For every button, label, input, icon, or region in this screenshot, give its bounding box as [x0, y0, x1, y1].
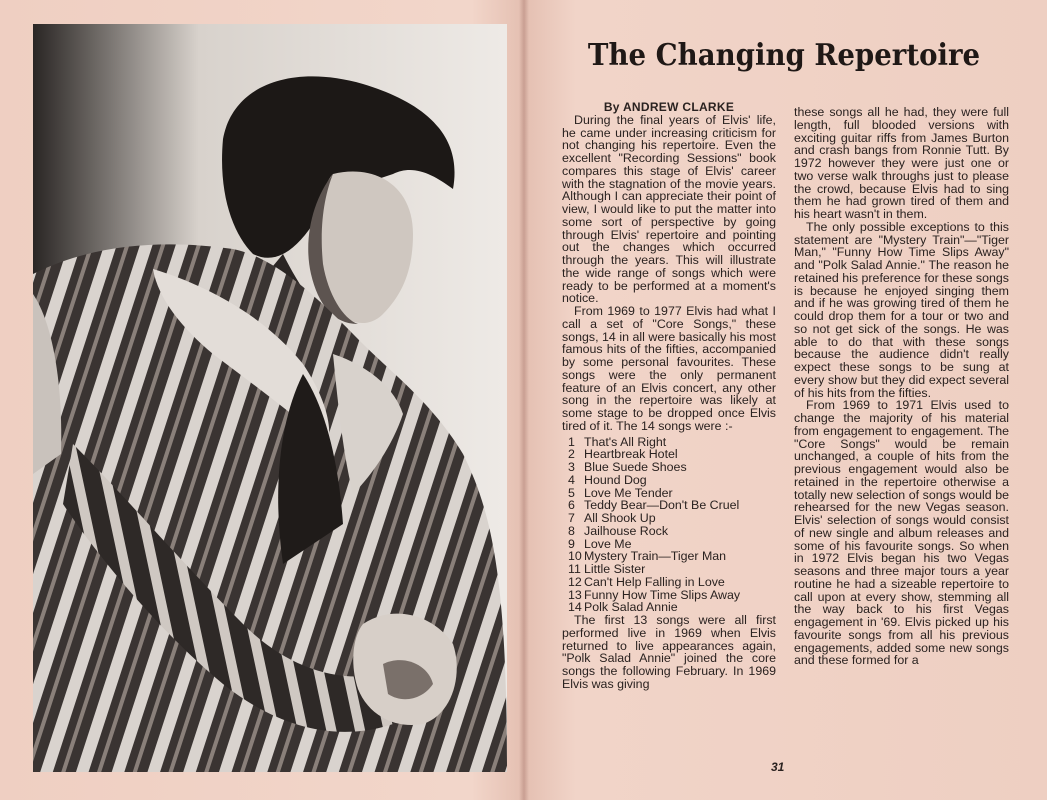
- song-number: 11: [568, 562, 581, 576]
- song-title: Heartbreak Hotel: [584, 447, 678, 462]
- paragraph: The first 13 songs were all first performed live in 1969 when Elvis returned to live appearances again, "Polk Salad Annie" joined the core songs the following February. In 1969 Elvis was giving: [562, 613, 776, 691]
- article-title: The Changing Repertoire: [587, 38, 981, 73]
- song-title: Mystery Train—Tiger Man: [584, 549, 727, 564]
- list-item: [562, 525, 776, 538]
- song-number: 12: [568, 574, 582, 589]
- song-number: 1: [568, 434, 575, 449]
- song-title: Can't Help Falling in Love: [584, 574, 725, 589]
- core-songs-list: [562, 436, 776, 615]
- song-number: 4: [568, 472, 575, 487]
- song-title: That's All Right: [584, 434, 667, 449]
- byline: By ANDREW CLARKE: [603, 100, 735, 114]
- song-title: Love Me: [584, 536, 632, 551]
- song-number: 5: [568, 485, 575, 500]
- song-title: Jailhouse Rock: [584, 523, 669, 538]
- list-item: [562, 461, 776, 474]
- paragraph: From 1969 to 1977 Elvis had what I call a set of "Core Songs," these songs, 14 in all were basically his most famous hits of the fifties, accompanied by some personal favourites. These songs were the only permanent feature of an Elvis concert, any other song in the repertoire was likely at some stage to be dropped once Elvis tired of it. The 14 songs were :-: [562, 304, 776, 433]
- paragraph: The only possible exceptions to this statement are "Mystery Train"—"Tiger Man," "Funny How Time Slips Away" and "Polk Salad Annie." The reason he retained his preference for these songs is because he enjoyed singing them and if he was growing tired of them he could drop them for a tour or two and so not get sick of the songs. He was able to do that with these songs because the audience didn't really expect these songs to be sung at every show but they did expect several of his hits from the fifties.: [794, 219, 1009, 400]
- song-number: 2: [568, 447, 575, 462]
- paragraph: these songs all he had, they were full length, full blooded versions with exciting guitar riffs from James Burton and crash bangs from Ronnie Tutt. By 1972 however they were just one or two verse walk throughs just to please the crowd, because Elvis had to sing them he had grown tired of them and his heart wasn't in them.: [794, 105, 1009, 221]
- article-column-1: [562, 101, 776, 691]
- song-title: Teddy Bear—Don't Be Cruel: [584, 498, 740, 513]
- song-number: 10: [568, 549, 582, 564]
- paragraph: From 1969 to 1971 Elvis used to change the majority of his material from engagement to engagement. The "Core Songs" would be remain unchanged, a couple of hits from the previous engagement would also be retained in the repertoire otherwise a totally new selection of songs would be rehearsed for the new Vegas season. Elvis' selection of songs would consist of new single and album releases and some of his favourite songs. So when in 1972 Elvis began his two Vegas seasons and three major tours a year routine he had a sizeable repertoire to call upon at every show, stemming all the way back to his first Vegas engagement in '69. Elvis picked up his favourite songs from all his previous engagements, added some new songs and these formed for a: [794, 398, 1009, 668]
- song-title: All Shook Up: [584, 511, 656, 525]
- list-item: [562, 512, 776, 525]
- portrait-photo: [33, 24, 507, 772]
- song-title: Polk Salad Annie: [584, 600, 678, 615]
- list-item: [562, 474, 776, 487]
- paragraph: During the final years of Elvis' life, he came under increasing criticism for not changing his repertoire. Even the excellent "Recording Sessions" book compares this stage of Elvis' career with the stagnation of the movie years. Although I can appreciate their point of view, I would like to put the matter into some sort of perspective by going through Elvis' repertoire and pointing out the changes which occurred through the years. This will illustrate the wide range of songs which were ready to be performed at a moment's notice.: [562, 112, 776, 306]
- song-number: 13: [568, 587, 582, 602]
- page-fold: [519, 0, 529, 800]
- page-number: 31: [771, 760, 785, 774]
- portrait-illustration: [33, 24, 507, 772]
- list-item: [562, 563, 776, 576]
- song-number: 3: [568, 460, 575, 474]
- song-number: 9: [568, 536, 575, 551]
- song-title: Funny How Time Slips Away: [584, 587, 741, 602]
- song-number: 8: [568, 523, 575, 538]
- list-item: [562, 576, 776, 589]
- song-number: 14: [568, 600, 582, 615]
- article-column-2: [794, 106, 1009, 667]
- song-title: Love Me Tender: [584, 485, 673, 500]
- song-title: Blue Suede Shoes: [584, 460, 687, 474]
- song-number: 7: [568, 511, 575, 525]
- song-title: Little Sister: [584, 562, 646, 576]
- song-title: Hound Dog: [584, 472, 647, 487]
- song-number: 6: [568, 498, 575, 513]
